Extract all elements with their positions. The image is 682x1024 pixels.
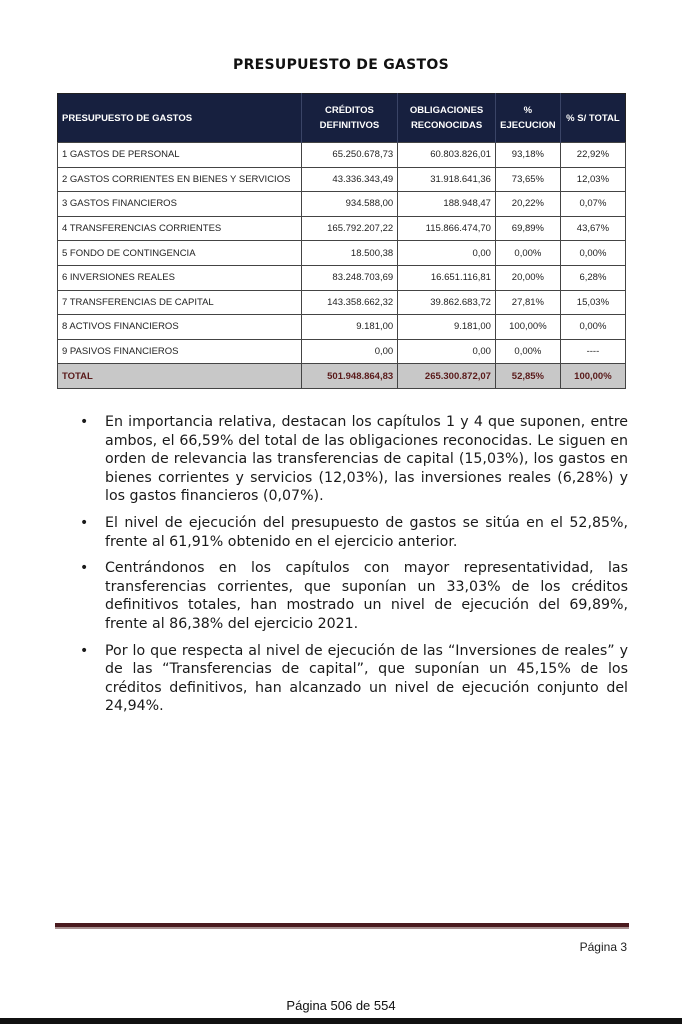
row-label: 6 INVERSIONES REALES	[58, 265, 302, 290]
row-obligaciones: 0,00	[398, 339, 496, 364]
table-total-row	[58, 364, 626, 389]
table-row	[58, 265, 626, 290]
row-label: 7 TRANSFERENCIAS DE CAPITAL	[58, 290, 302, 315]
header-obligaciones-line2: RECONOCIDAS	[410, 120, 483, 131]
bullet-item	[78, 559, 628, 633]
row-obligaciones: 188.948,47	[398, 192, 496, 217]
header-creditos-line2: DEFINITIVOS	[319, 120, 380, 131]
bullet-icon: •	[80, 560, 89, 577]
footer-page-number: Página 3	[579, 940, 627, 954]
row-ejecucion: 0,00%	[495, 241, 560, 266]
table-row	[58, 143, 626, 168]
header-total: % S/ TOTAL	[560, 94, 625, 143]
header-creditos	[301, 94, 398, 143]
page-title: PRESUPUESTO DE GASTOS	[233, 57, 449, 73]
row-ejecucion: 0,00%	[495, 339, 560, 364]
row-obligaciones: 39.862.683,72	[398, 290, 496, 315]
row-obligaciones: 9.181,00	[398, 315, 496, 340]
table-row	[58, 315, 626, 340]
row-total: 43,67%	[560, 216, 625, 241]
row-label: 9 PASIVOS FINANCIEROS	[58, 339, 302, 364]
table-row	[58, 216, 626, 241]
table-header-row	[58, 94, 626, 143]
viewer-page-indicator: Página 506 de 554	[286, 998, 396, 1013]
row-creditos: 165.792.207,22	[301, 216, 398, 241]
row-obligaciones: 60.803.826,01	[398, 143, 496, 168]
row-creditos: 18.500,38	[301, 241, 398, 266]
row-creditos: 43.336.343,49	[301, 167, 398, 192]
table-row	[58, 167, 626, 192]
row-label: 3 GASTOS FINANCIEROS	[58, 192, 302, 217]
row-total: 0,00%	[560, 315, 625, 340]
bullet-text: Centrándonos en los capítulos con mayor representatividad, las transferencias corrientes, que suponían un 33,03% de los créditos definitivos totales, han mostrado un nivel de ejecución del 69,89%, frente al 86,38% del ejercicio 2021.	[105, 560, 628, 632]
total-obligaciones: 265.300.872,07	[398, 364, 496, 389]
header-ejecucion	[495, 94, 560, 143]
row-ejecucion: 100,00%	[495, 315, 560, 340]
table-row	[58, 339, 626, 364]
row-total: 12,03%	[560, 167, 625, 192]
row-total: 0,07%	[560, 192, 625, 217]
row-label: 8 ACTIVOS FINANCIEROS	[58, 315, 302, 340]
row-label: 2 GASTOS CORRIENTES EN BIENES Y SERVICIOS	[58, 167, 302, 192]
bullet-icon: •	[80, 642, 89, 659]
row-total: 15,03%	[560, 290, 625, 315]
row-label: 1 GASTOS DE PERSONAL	[58, 143, 302, 168]
row-total: 6,28%	[560, 265, 625, 290]
row-creditos: 65.250.678,73	[301, 143, 398, 168]
bullet-text: Por lo que respecta al nivel de ejecución de las “Inversiones de reales” y de las “Transferencias de capital”, que suponían un 45,15% de los créditos definitivos, han alcanzado un nivel de ejecución conjunto del 24,94%.	[105, 642, 628, 715]
row-label: 5 FONDO DE CONTINGENCIA	[58, 241, 302, 266]
row-obligaciones: 31.918.641,36	[398, 167, 496, 192]
bullet-text: En importancia relativa, destacan los capítulos 1 y 4 que suponen, entre ambos, el 66,59% del total de las obligaciones reconocidas. Le siguen en orden de relevancia las transferencias de capital (15,03%), los gastos en bienes corrientes y servicios (12,03%), las inversiones reales (6,28%) y los gastos financieros (0,07%).	[105, 414, 628, 505]
header-ejecucion-line1: %	[523, 105, 533, 116]
bullet-item	[78, 642, 628, 716]
total-creditos: 501.948.864,83	[301, 364, 398, 389]
total-ejecucion: 52,85%	[495, 364, 560, 389]
row-creditos: 83.248.703,69	[301, 265, 398, 290]
footer-divider	[55, 923, 629, 929]
row-ejecucion: 69,89%	[495, 216, 560, 241]
header-obligaciones-line1: OBLIGACIONES	[409, 105, 484, 116]
row-ejecucion: 93,18%	[495, 143, 560, 168]
header-obligaciones	[398, 94, 496, 143]
row-total: 22,92%	[560, 143, 625, 168]
row-obligaciones: 115.866.474,70	[398, 216, 496, 241]
header-presupuesto: PRESUPUESTO DE GASTOS	[58, 94, 302, 143]
bullet-text: El nivel de ejecución del presupuesto de gastos se sitúa en el 52,85%, frente al 61,91% obtenido en el ejercicio anterior.	[105, 514, 628, 550]
header-creditos-line1: CRÉDITOS	[324, 105, 374, 116]
table-row	[58, 192, 626, 217]
row-total: ----	[560, 339, 625, 364]
row-creditos: 143.358.662,32	[301, 290, 398, 315]
bullet-item	[78, 514, 628, 551]
bullet-icon: •	[80, 414, 89, 430]
total-total: 100,00%	[560, 364, 625, 389]
row-obligaciones: 0,00	[398, 241, 496, 266]
row-obligaciones: 16.651.116,81	[398, 265, 496, 290]
row-label: 4 TRANSFERENCIAS CORRIENTES	[58, 216, 302, 241]
row-ejecucion: 27,81%	[495, 290, 560, 315]
row-creditos: 9.181,00	[301, 315, 398, 340]
analysis-bullet-list	[78, 413, 628, 724]
row-creditos: 934.588,00	[301, 192, 398, 217]
bullet-item	[78, 413, 628, 506]
viewer-bottom-bar	[0, 1018, 682, 1024]
header-ejecucion-line2: EJECUCION	[500, 120, 556, 131]
table-row	[58, 290, 626, 315]
budget-table	[57, 93, 626, 389]
total-label: TOTAL	[58, 364, 302, 389]
row-total: 0,00%	[560, 241, 625, 266]
table-row	[58, 241, 626, 266]
row-creditos: 0,00	[301, 339, 398, 364]
row-ejecucion: 20,00%	[495, 265, 560, 290]
bullet-icon: •	[80, 514, 89, 531]
row-ejecucion: 20,22%	[495, 192, 560, 217]
row-ejecucion: 73,65%	[495, 167, 560, 192]
